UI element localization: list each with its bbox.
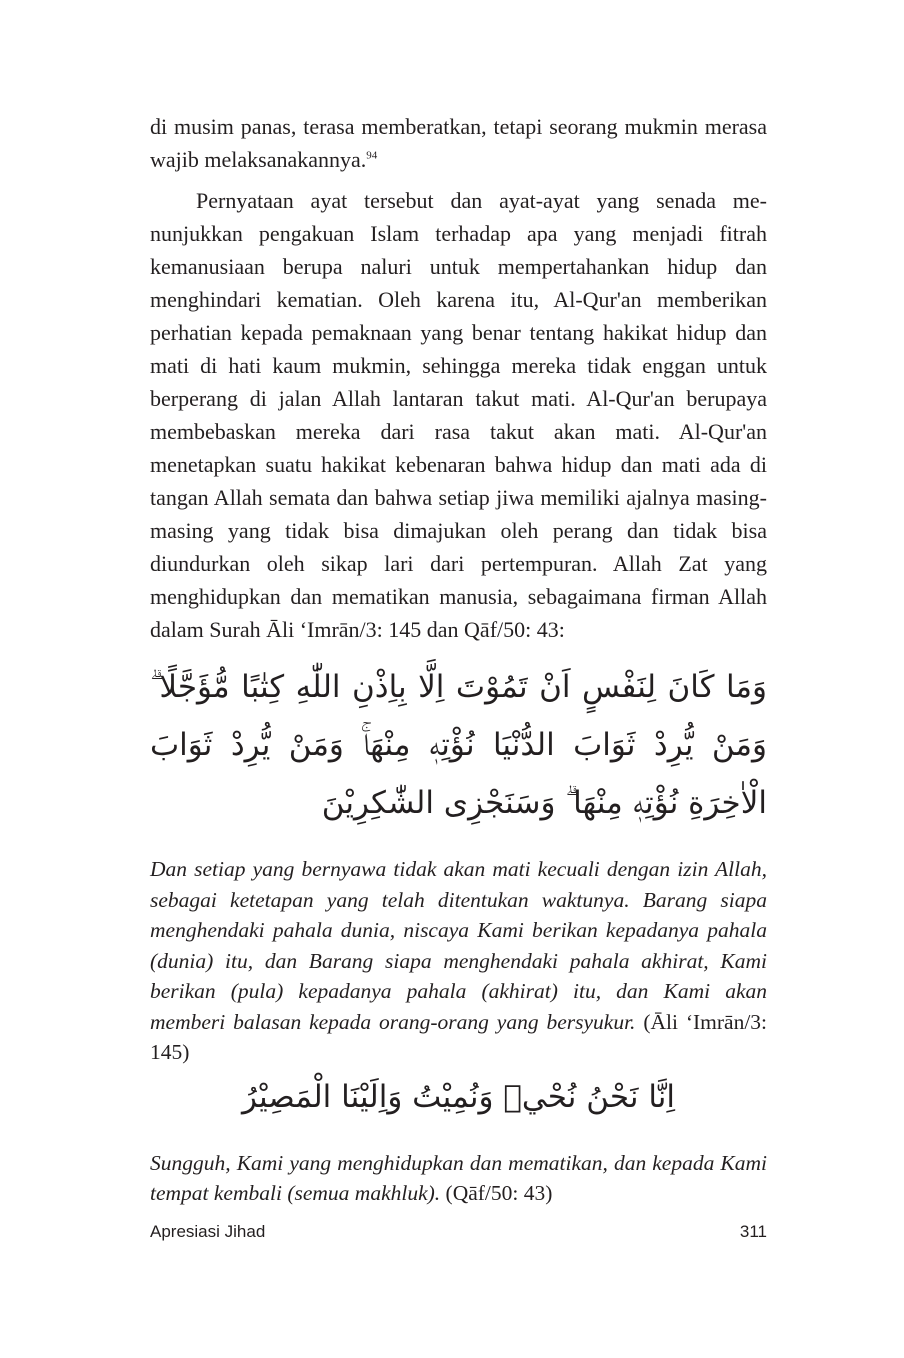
verse-2-reference: (Qāf/50: 43) <box>445 1181 553 1205</box>
verse-2-translation <box>150 1148 767 1209</box>
verse-1-translation <box>150 854 767 1068</box>
paragraph-1-text: di musim panas, terasa memberatkan, tetapi seorang mukmin merasa wajib melaksanakannya. <box>150 114 767 172</box>
page-footer <box>150 1222 767 1246</box>
page-number: 311 <box>739 1222 767 1241</box>
verse-1-translation-text: Dan setiap yang bernyawa tidak akan mati kecuali dengan izin Allah, sebagai ketetapan yang telah ditentukan waktunya. Barang siapa menghendaki pahala dunia, niscaya Kami berikan kepadanya pahala (dunia) itu, dan Barang siapa menghendaki pahala akhirat, Kami berikan (pula) kepadanya pahala (akhirat) itu, dan Kami akan memberi balasan kepada orang-orang yang bersyukur. <box>150 857 767 1034</box>
page-body <box>150 110 767 1209</box>
verse-2-arabic: اِنَّا نَحْنُ نُحْيٖ وَنُمِيْتُ وَاِلَيْنَا الْمَصِيْرُ <box>241 1078 676 1115</box>
verse-2-translation-text: Sungguh, Kami yang menghidupkan dan mematikan, dan kepada Kami tempat kembali (semua makhluk). <box>150 1150 767 1205</box>
footnote-marker[interactable]: 94 <box>366 149 378 162</box>
verse-1-arabic: وَمَا كَانَ لِنَفْسٍ اَنْ تَمُوْتَ اِلَّا بِاِذْنِ اللّٰهِ كِتٰبًا مُّؤَجَّلًا ۗ وَمَنْ يُّرِدْ ثَوَابَ الدُّنْيَا نُؤْتِهٖ مِنْهَاۚ وَمَنْ يُّرِدْ ثَوَابَ الْاٰخِرَةِ نُؤْتِهٖ مِنْهَا ۗ وَسَنَجْزِى الشّٰكِرِيْنَ <box>150 669 767 821</box>
verse-1-reference: (Āli ‘Imrān/3: 145) <box>150 1009 768 1064</box>
paragraph-2: Pernyataan ayat tersebut dan ayat-ayat yang senada menunjukkan pengakuan Islam terhadap apa yang menjadi fitrah kemanusiaan berupa naluri untuk mempertahankan hidup dan menghindari kematian. Oleh karena itu, Al-Qur'an memberikan perhatian kepada pemaknaan yang benar tentang hakikat hidup dan mati di hati kaum mukmin, sehingga mereka tidak enggan untuk berperang di jalan Allah lantaran takut mati. Al-Qur'an berupaya membebaskan mereka dari rasa takut akan mati. Al-Qur'an menetapkan suatu hakikat kebenaran bahwa hidup dan mati ada di tangan Allah semata dan bahwa setiap jiwa memiliki ajalnya masing-masing yang tidak bisa dimajukan oleh perang dan tidak bisa diundurkan oleh sikap lari dari pertempuran. Allah Zat yang menghidupkan dan mematikan manusia, sebagaimana firman Allah dalam Surah Āli ‘Imrān/3: 145 dan Qāf/50: 43: <box>150 188 767 642</box>
running-head: Apresiasi Jihad <box>150 1222 266 1241</box>
paragraph-1 <box>150 110 767 176</box>
